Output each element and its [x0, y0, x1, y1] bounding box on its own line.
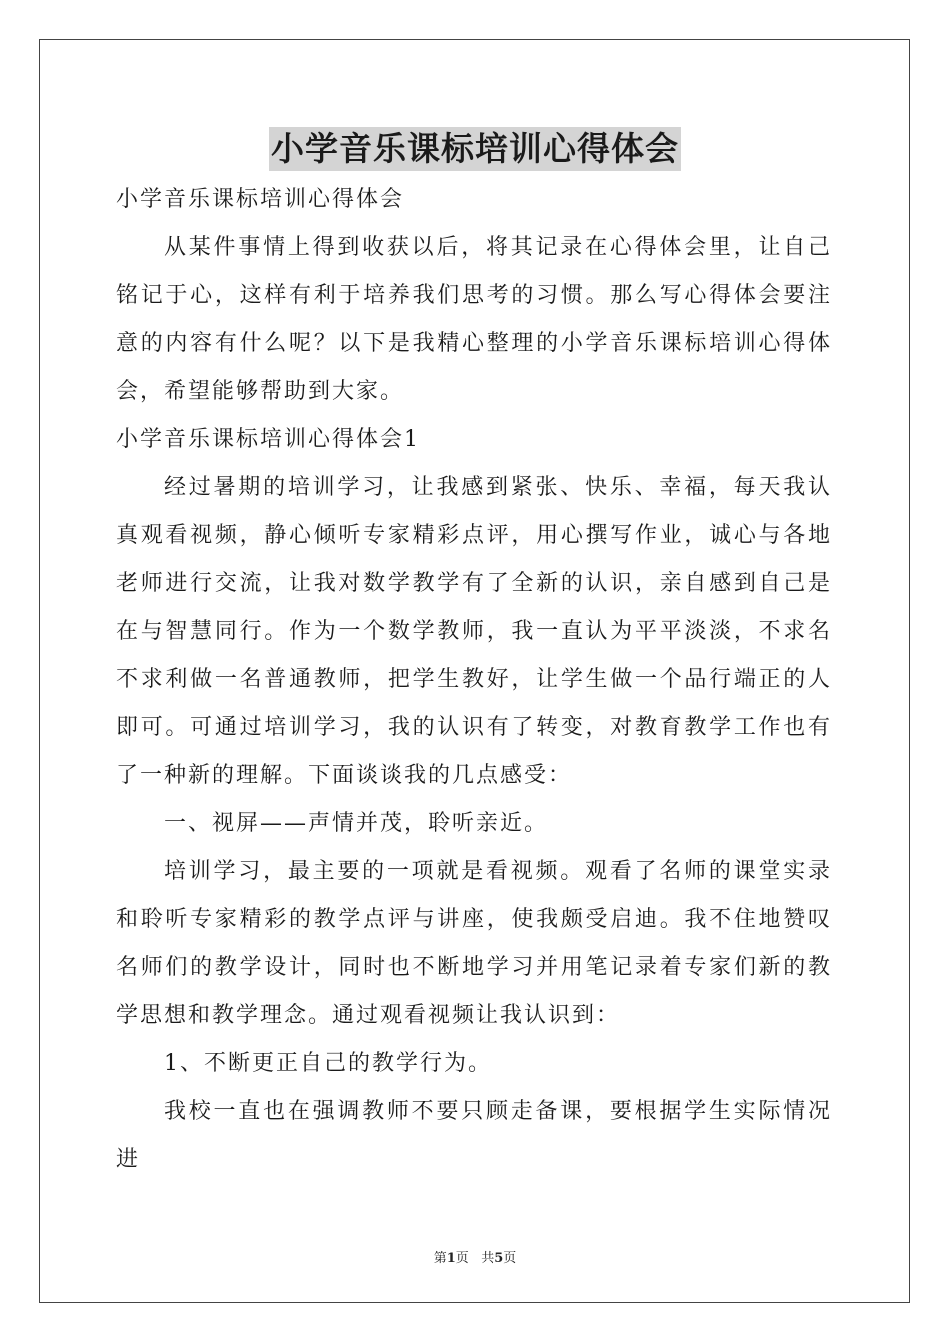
list-item: 1、不断更正自己的教学行为。: [164, 1051, 492, 1076]
footer-page-prefix: 第: [433, 1251, 447, 1266]
paragraph-body: 经过暑期的培训学习，让我感到紧张、快乐、幸福，每天我认真观看视频，静心倾听专家精彩点评，用心撰写作业，诚心与各地老师进行交流，让我对数学教学有了全新的认识，亲自感到自己是在与智慧同行。作为一个数学教师，我一直认为平平淡淡，不求名不求利做一名普通教师，把学生教好，让学生做一个品行端正的人即可。可通过培训学习，我的认识有了转变，对教育教学工作也有了一种新的理解。下面谈谈我的几点感受：: [116, 475, 832, 788]
section-heading-1: 小学音乐课标培训心得体会1: [116, 427, 420, 452]
footer-page-number: 1: [446, 1251, 456, 1266]
footer-page-suffix: 页: [455, 1251, 469, 1266]
footer-total-number: 5: [494, 1251, 504, 1266]
document-body: [116, 176, 832, 1184]
footer-total-suffix: 页: [503, 1251, 517, 1266]
document-title: 小学音乐课标培训心得体会: [269, 127, 681, 171]
page-footer: [0, 1247, 950, 1266]
footer-total-prefix: 共: [481, 1251, 495, 1266]
paragraph-body: 我校一直也在强调教师不要只顾走备课，要根据学生实际情况进: [116, 1099, 832, 1172]
subheading: 一、视屏——声情并茂，聆听亲近。: [164, 811, 549, 836]
paragraph-intro: 从某件事情上得到收获以后，将其记录在心得体会里，让自己铭记于心，这样有利于培养我们思考的习惯。那么写心得体会要注意的内容有什么呢？以下是我精心整理的小学音乐课标培训心得体会，希望能够帮助到大家。: [116, 235, 832, 404]
paragraph-body: 培训学习，最主要的一项就是看视频。观看了名师的课堂实录和聆听专家精彩的教学点评与讲座，使我颇受启迪。我不住地赞叹名师们的教学设计，同时也不断地学习并用笔记录着专家们新的教学思想和教学理念。通过观看视频让我认识到：: [116, 859, 832, 1028]
paragraph-subtitle: 小学音乐课标培训心得体会: [116, 187, 405, 212]
title-container: [0, 127, 950, 171]
